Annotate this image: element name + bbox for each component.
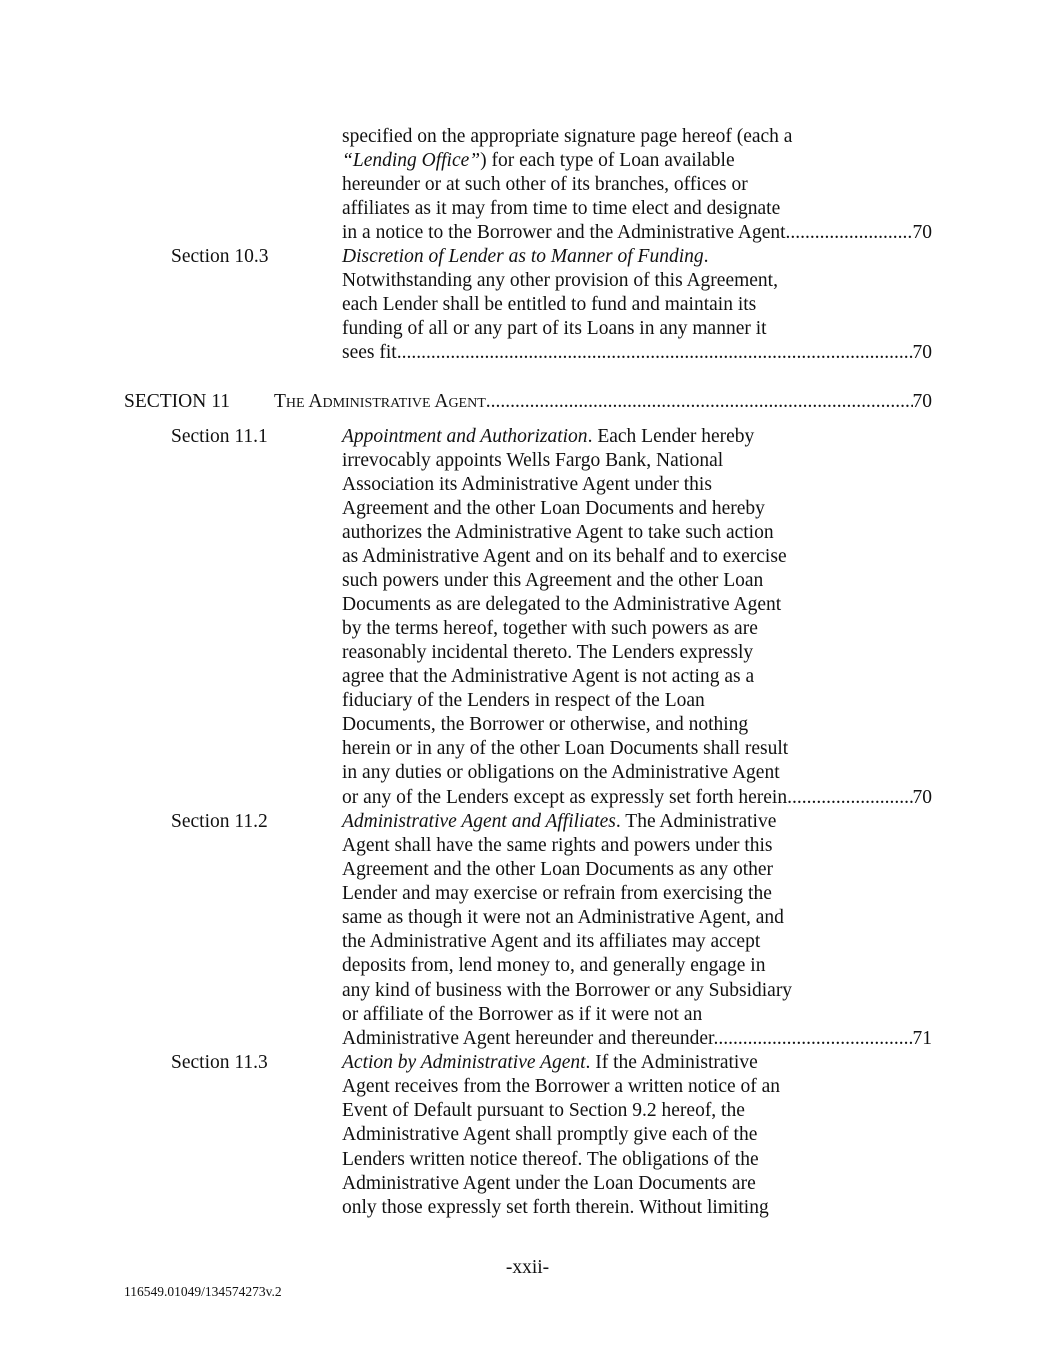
- page-reference: 70: [912, 222, 932, 243]
- entry-text-line: funding of all or any part of its Loans in any manner it: [342, 318, 767, 339]
- section-label: Section 11.3: [171, 1052, 268, 1073]
- page-reference: 70: [912, 342, 932, 363]
- entry-text-line: Administrative Agent under the Loan Documents are: [342, 1173, 756, 1194]
- entry-text-line: reasonably incidental thereto. The Lenders expressly: [342, 642, 754, 663]
- section-title: The Administrative Agent.: [274, 391, 491, 412]
- entry-text-line: Appointment and Authorization. Each Lender hereby: [342, 426, 755, 447]
- dot-leader: [718, 1027, 912, 1051]
- entry-text-line: Agent receives from the Borrower a written notice of an: [342, 1076, 781, 1097]
- entry-text-line: hereunder or at such other of its branches, offices or: [342, 174, 748, 195]
- entry-text-line: same as though it were not an Administrative Agent, and: [342, 907, 784, 928]
- entry-leader-line: in a notice to the Borrower and the Administrative Agent. ..... 70: [342, 221, 932, 245]
- entry-text-line: Discretion of Lender as to Manner of Funding.: [342, 246, 709, 267]
- entry-text-line: Agreement and the other Loan Documents and hereby: [342, 498, 765, 519]
- entry-text-line: Event of Default pursuant to Section 9.2 hereof, the: [342, 1100, 745, 1121]
- entry-text-line: as Administrative Agent and on its behalf and to exercise: [342, 546, 787, 567]
- entry-heading: Discretion of Lender as to Manner of Funding: [342, 246, 704, 267]
- entry-text-line: each Lender shall be entitled to fund and maintain its: [342, 294, 757, 315]
- section-label: Section 11.2: [171, 811, 268, 832]
- entry-text-line: Lenders written notice thereof. The obligations of the: [342, 1149, 759, 1170]
- entry-text-line: Administrative Agent shall promptly give each of the: [342, 1124, 758, 1145]
- entry-text-line: only those expressly set forth therein. Without limiting: [342, 1197, 769, 1218]
- page-number: -xxii-: [505, 1257, 550, 1278]
- entry-leader-line: or any of the Lenders except as expressly set forth herein. ..... 70: [342, 786, 932, 810]
- entry-text-line: herein or in any of the other Loan Documents shall result: [342, 738, 789, 759]
- section-heading: [124, 390, 932, 414]
- entry-text-line: by the terms hereof, together with such powers as are: [342, 618, 758, 639]
- entry-heading: Administrative Agent and Affiliates: [342, 811, 616, 832]
- entry-heading: Action by Administrative Agent: [342, 1052, 586, 1073]
- entry-text-line: the Administrative Agent and its affiliates may accept: [342, 931, 761, 952]
- entry-text-line: Association its Administrative Agent under this: [342, 474, 712, 495]
- entry-text-line: agree that the Administrative Agent is not acting as a: [342, 666, 755, 687]
- dot-leader: [491, 390, 913, 414]
- entry-text-line: Lender and may exercise or refrain from exercising the: [342, 883, 772, 904]
- dot-leader: [790, 221, 912, 245]
- page-reference: 70: [912, 787, 932, 808]
- entry-text-line: Administrative Agent and Affiliates. The Administrative: [342, 811, 777, 832]
- entry-text-line: Agreement and the other Loan Documents as any other: [342, 859, 774, 880]
- page-reference: 71: [912, 1028, 932, 1049]
- entry-heading: Appointment and Authorization: [342, 426, 588, 447]
- entry-text-line: such powers under this Agreement and the other Loan: [342, 570, 764, 591]
- entry-text-line: Documents, the Borrower or otherwise, and nothing: [342, 714, 749, 735]
- dot-leader: [402, 341, 913, 365]
- entry-text-line: Notwithstanding any other provision of this Agreement,: [342, 270, 778, 291]
- entry-text-line: fiduciary of the Lenders in respect of the Loan: [342, 690, 705, 711]
- defined-term: “Lending Office”: [342, 150, 481, 171]
- entry-text-line: deposits from, lend money to, and generally engage in: [342, 955, 766, 976]
- document-id: 116549.01049/134574273v.2: [124, 1284, 282, 1299]
- entry-text-line: any kind of business with the Borrower or any Subsidiary: [342, 980, 793, 1001]
- section-label: Section 10.3: [171, 246, 269, 267]
- page-reference: 70: [912, 391, 932, 412]
- entry-text-line: authorizes the Administrative Agent to take such action: [342, 522, 774, 543]
- entry-text-line: in any duties or obligations on the Administrative Agent: [342, 762, 780, 783]
- entry-text-line: Action by Administrative Agent. If the Administrative: [342, 1052, 758, 1073]
- entry-leader-line: Administrative Agent hereunder and thereunder. ..... 71: [342, 1027, 932, 1051]
- entry-text-line: Documents as are delegated to the Administrative Agent: [342, 594, 782, 615]
- section-number: SECTION 11: [124, 391, 230, 412]
- entry-leader-line: sees fit. ..... 70: [342, 341, 932, 365]
- dot-leader: [792, 786, 913, 810]
- entry-text-line: irrevocably appoints Wells Fargo Bank, National: [342, 450, 724, 471]
- entry-text-line: or affiliate of the Borrower as if it were not an: [342, 1004, 703, 1025]
- entry-text-line: specified on the appropriate signature page hereof (each a: [342, 126, 793, 147]
- entry-text-line: Agent shall have the same rights and powers under this: [342, 835, 773, 856]
- entry-text-line: “Lending Office”) for each type of Loan available: [342, 150, 735, 171]
- section-label: Section 11.1: [171, 426, 268, 447]
- entry-text-line: affiliates as it may from time to time elect and designate: [342, 198, 781, 219]
